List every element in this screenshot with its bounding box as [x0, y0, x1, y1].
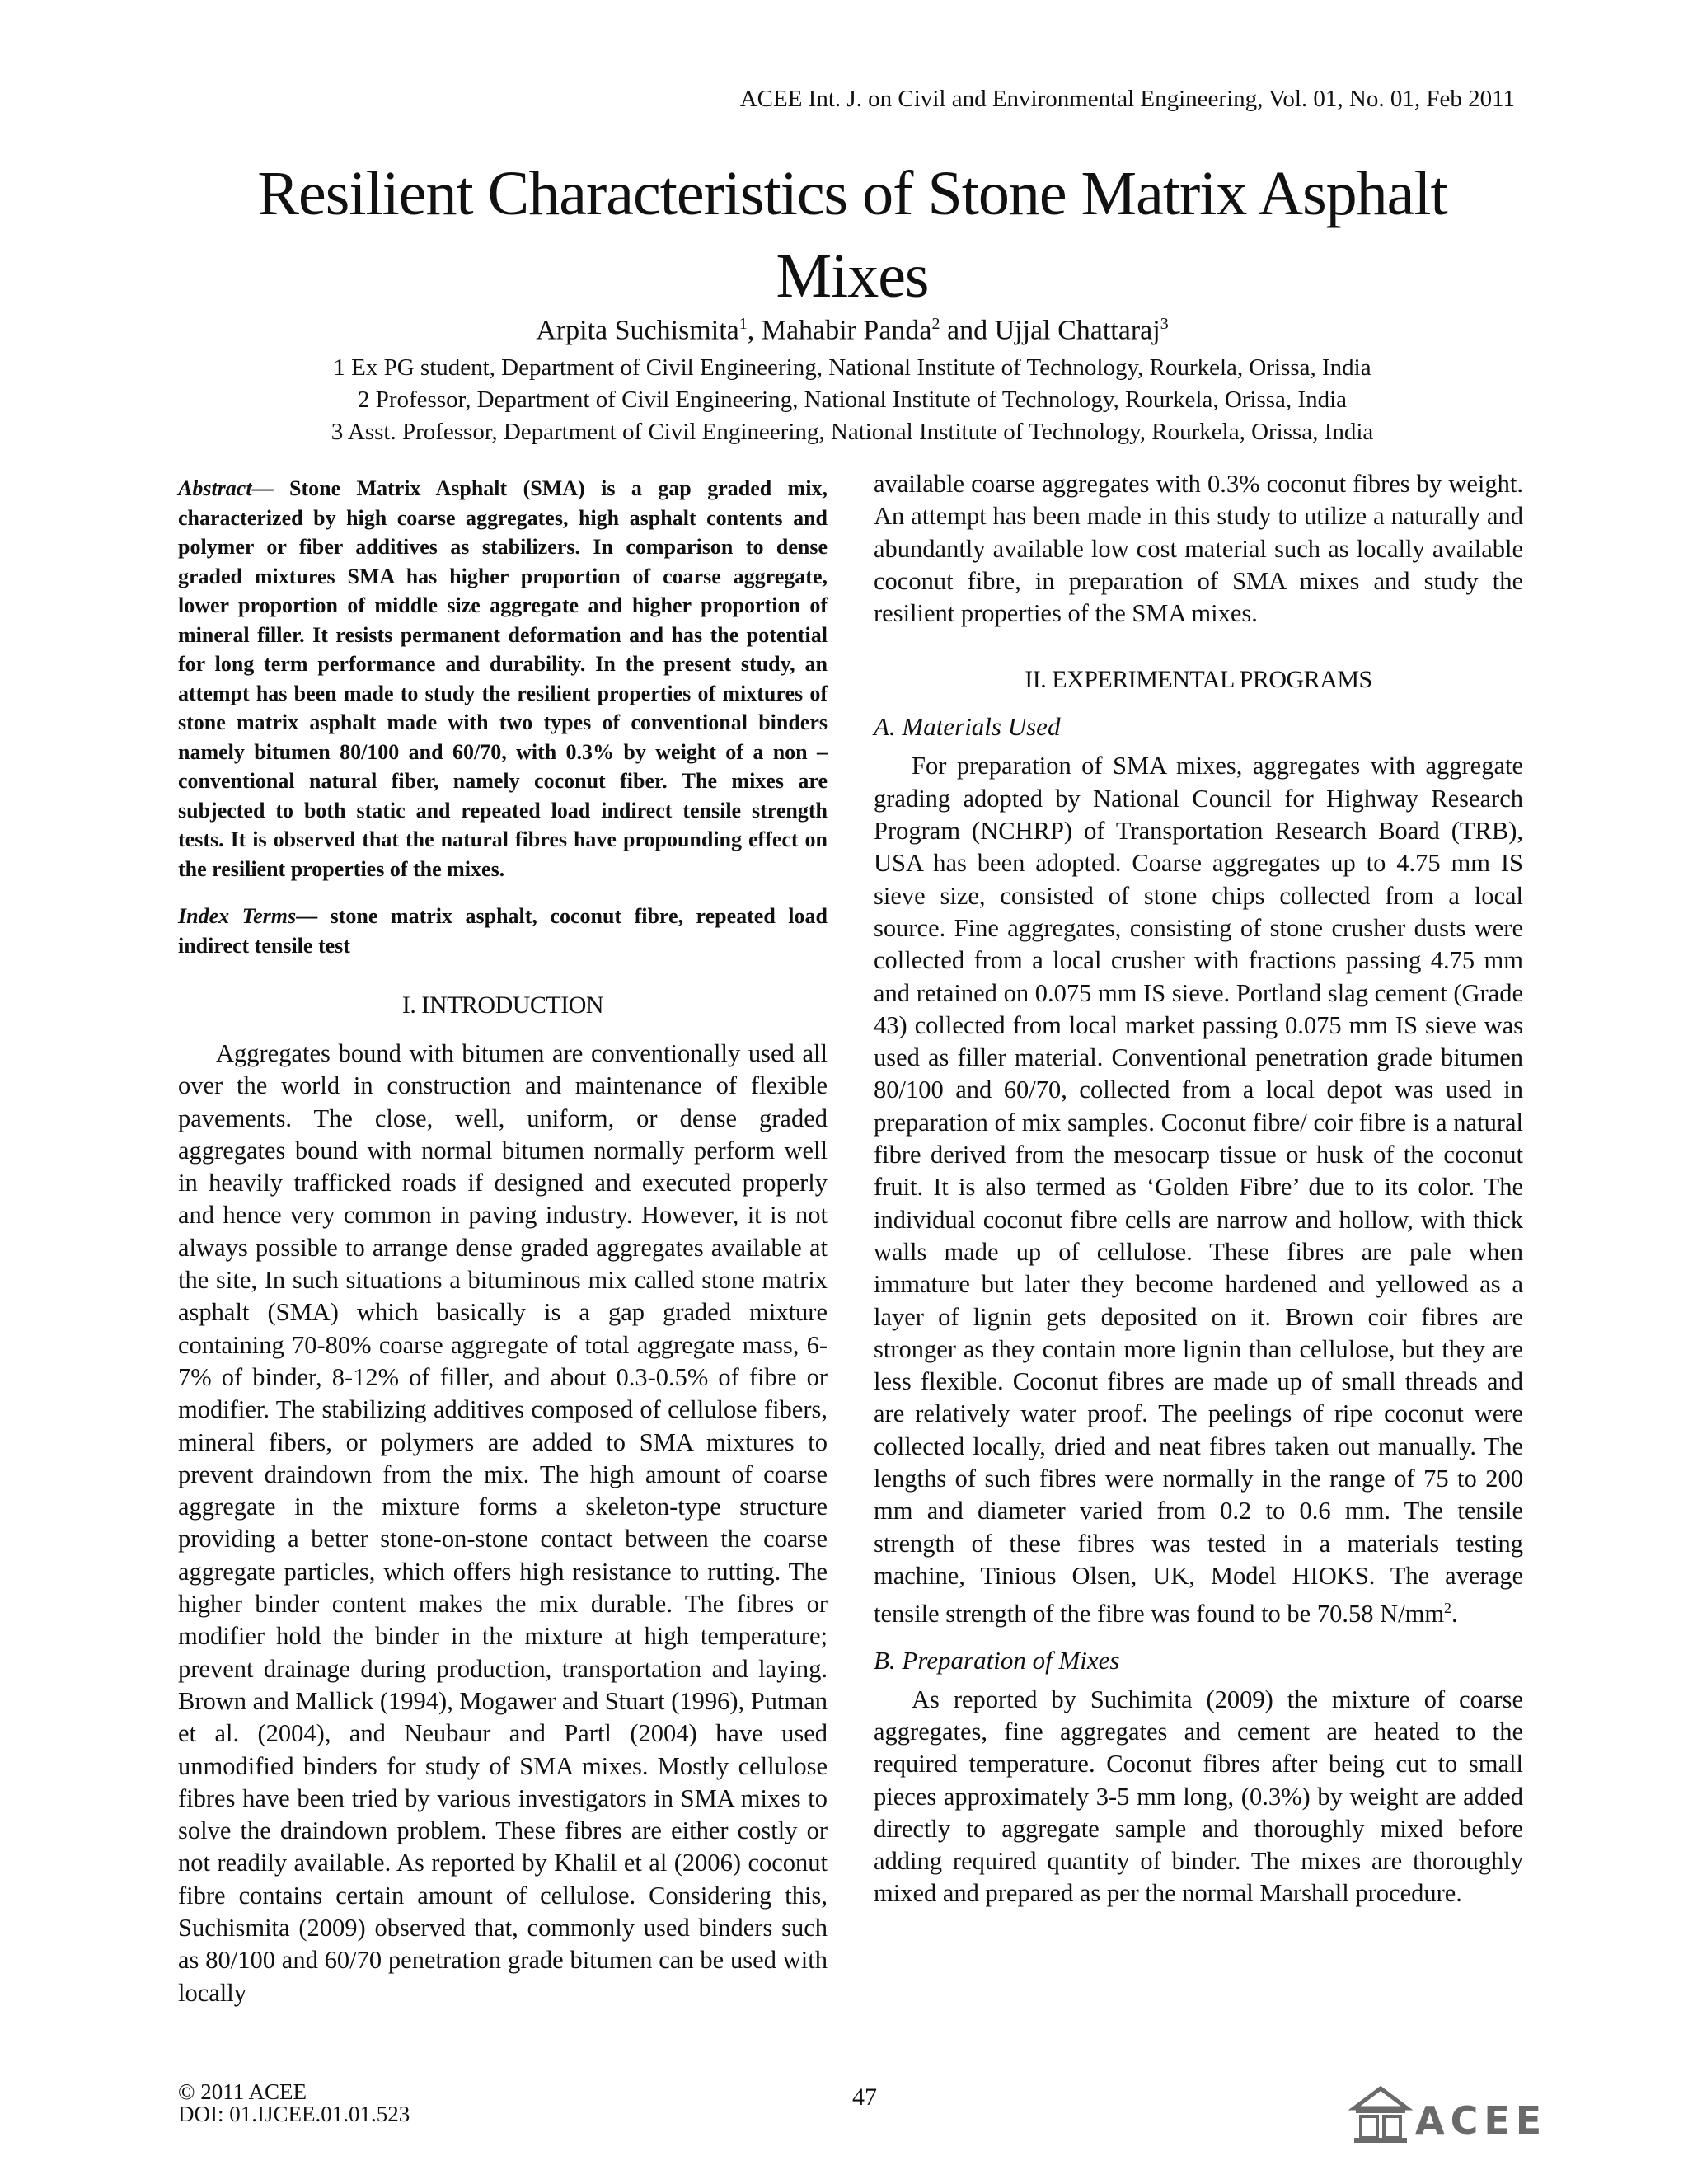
materials-end: .: [1451, 1600, 1458, 1629]
author-2: Mahabir Panda: [761, 315, 932, 346]
acee-logo-icon: [1348, 2083, 1414, 2145]
abstract-text: — Stone Matrix Asphalt (SMA) is a gap graded mix, characterized by high coarse aggregates, high asphalt contents and polymer or fiber additives as stabilizers. In comparison to dense graded mixtures SMA has higher proportion of coarse aggregate, lower proportion of middle size aggregate and higher proportion of mineral filler. It resists permanent deformation and has the potential for long term performance and durability. In the present study, an attempt has been made to study the resilient properties of mixtures of stone matrix asphalt made with two types of conventional binders namely bitumen 80/100 and 60/70, with 0.3% by weight of a non – conventional natural fiber, namely coconut fiber. The mixes are subjected to both static and repeated load indirect tensile strength tests. It is observed that the natural fibres have propounding effect on the resilient properties of the mixes.: [178, 476, 828, 881]
journal-header: ACEE Int. J. on Civil and Environmental Engineering, Vol. 01, No. 01, Feb 2011: [739, 86, 1515, 112]
author-3-affil: 3: [1160, 315, 1169, 333]
acee-logo: [1348, 2083, 1548, 2145]
section-heading-introduction: I. INTRODUCTION: [401, 991, 604, 1019]
preparation-paragraph: As reported by Suchimita (2009) the mixture of coarse aggregates, fine aggregates and cement are heated to the required temperature. Coconut fibres after being cut to small pieces approximately 3-5 mm long, (0.3%) by weight are added directly to aggregate sample and thoroughly mixed before adding required quantity of binder. The mixes are thoroughly mixed and prepared as per the normal Marshall procedure.: [874, 1685, 1523, 1908]
section-heading-experimental: II. EXPERIMENTAL PROGRAMS: [1025, 666, 1372, 694]
subsection-heading-materials: A. Materials Used: [874, 712, 1061, 742]
footer-info: [178, 2081, 410, 2125]
materials-text: For preparation of SMA mixes, aggregates with aggregate grading adopted by National Council for Highway Research Program (NCHRP) of Transportation Research Board (TRB), USA has been adopted. Coarse aggregates up to 4.75 mm IS sieve size, consisted of stone chips collected from a local source. Fine aggregates, consisting of stone crusher dusts were collected from a local crusher with fractions passing 4.75 mm and retained on 0.075 mm IS sieve. Portland slag cement (Grade 43) collected from local market passing 0.075 mm IS sieve was used as filler material. Conventional penetration grade bitumen 80/100 and 60/70, collected from a local depot was used in preparation of mix samples. Coconut fibre/ coir fibre is a natural fibre derived from the mesocarp tissue or husk of the coconut fruit. It is also termed as ‘Golden Fibre’ due to its color. The individual coconut fibre cells are narrow and hollow, with thick walls made up of cellulose. These fibres are pale when immature but later they become hardened and yellowed as a layer of lignin gets deposited on it. Brown coir fibres are stronger as they contain more lignin than cellulose, but they are less flexible. Coconut fibres are made up of small threads and are relatively water proof. The peelings of ripe coconut were collected locally, dried and neat fibres taken out manually. The lengths of such fibres were normally in the range of 75 to 200 mm and diameter varied from 0.2 to 0.6 mm. The tensile strength of these fibres was tested in a materials testing machine, Tinious Olsen, UK, Model HIOKS. The average tensile strength of the fibre was found to be 70.58 N/mm: [874, 752, 1523, 1629]
affiliation-3: 3 Asst. Professor, Department of Civil Engineering, National Institute of Technology, Rourkela, Orissa, India: [331, 419, 1374, 445]
logo-text: ACEE: [1415, 2098, 1548, 2143]
author-3: Ujjal Chattaraj: [994, 315, 1160, 346]
author-1: Arpita Suchismita: [536, 315, 739, 346]
paper-title: [148, 152, 1556, 317]
author-separator: and: [940, 315, 995, 346]
author-2-affil: 2: [931, 315, 940, 333]
subsection-heading-preparation: B. Preparation of Mixes: [874, 1645, 1120, 1675]
page-number: 47: [852, 2083, 877, 2111]
left-column: [178, 474, 828, 2009]
doi: DOI: 01.IJCEE.01.01.523: [178, 2102, 410, 2126]
index-terms-text: — stone matrix asphalt, coconut fibre, repeated load indirect tensile test: [178, 904, 828, 958]
abstract: [178, 474, 828, 883]
affiliation-2: 2 Professor, Department of Civil Engineering, National Institute of Technology, Rourkela, Orissa, India: [357, 387, 1348, 413]
unit-superscript: 2: [1444, 1600, 1452, 1617]
author-list: [148, 315, 1556, 346]
title-line-1: Resilient Characteristics of Stone Matrix Asphalt: [257, 159, 1447, 228]
materials-paragraph: [874, 750, 1523, 1630]
intro-paragraph: Aggregates bound with bitumen are conventionally used all over the world in construction and maintenance of flexible pavements. The close, well, uniform, or dense graded aggregates bound with normal bitumen normally perform well in heavily trafficked roads if designed and executed properly and hence very common in paving industry. However, it is not always possible to arrange dense graded aggregates available at the site, In such situations a bituminous mix called stone matrix asphalt (SMA) which basically is a gap graded mixture containing 70-80% coarse aggregate of total aggregate mass, 6-7% of binder, 8-12% of filler, and about 0.3-0.5% of fibre or modifier. The stabilizing additives composed of cellulose fibers, mineral fibers, or polymers are added to SMA mixtures to prevent draindown from the mix. The high amount of coarse aggregate in the mixture forms a skeleton-type structure providing a better stone-on-stone contact between the coarse aggregate particles, which offers high resistance to rutting. The higher binder content makes the mix durable. The fibres or modifier hold the binder in the mixture at high temperature; prevent drainage during production, transportation and laying. Brown and Mallick (1994), Mogawer and Stuart (1996), Putman et al. (2004), and Neubaur and Partl (2004) have used unmodified binders for study of SMA mixes. Mostly cellulose fibres have been tried by various investigators in SMA mixes to solve the draindown problem. These fibres are either costly or not readily available. As reported by Khalil et al (2006) coconut fibre contains certain amount of cellulose. Considering this, Suchismita (2009) observed that, commonly used binders such as 80/100 and 60/70 penetration grade bitumen can be used with locally: [178, 1039, 828, 2007]
title-line-2: Mixes: [776, 241, 929, 311]
author-1-affil: 1: [738, 315, 748, 333]
intro-continuation: available coarse aggregates with 0.3% coconut fibres by weight. An attempt has been made in this study to utilize a naturally and abundantly available low cost material such as locally available coconut fibre, in preparation of SMA mixes and study the resilient properties of the SMA mixes.: [874, 470, 1523, 628]
abstract-label: Abstract: [178, 476, 252, 500]
right-column: [874, 468, 1523, 1910]
author-separator: ,: [747, 315, 762, 346]
index-terms: [178, 902, 828, 960]
affiliation-1: 1 Ex PG student, Department of Civil Engineering, National Institute of Technology, Rourkela, Orissa, India: [333, 354, 1372, 381]
index-terms-label: Index Terms: [178, 904, 297, 928]
copyright: © 2011 ACEE: [178, 2079, 307, 2104]
